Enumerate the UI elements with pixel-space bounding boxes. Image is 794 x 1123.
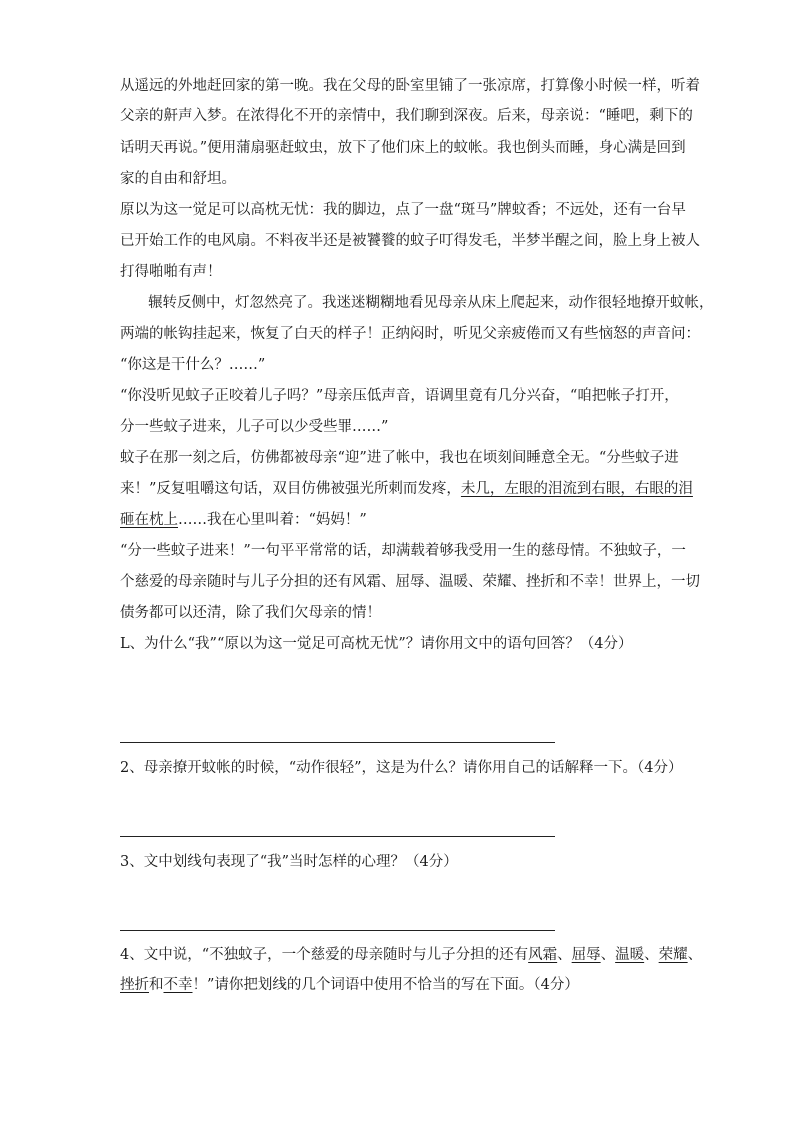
passage-p6-line3 [120,509,367,531]
question-4-line1 [120,944,702,966]
question-3: 3、文中划线句表现了“我”当时怎样的心理？（4分） [120,854,458,870]
passage-p1-line4: 家的自由和舒坦。 [120,171,236,187]
passage-p1-line1: 从遥远的外地赶回家的第一晚。我在父母的卧室里铺了一张凉席，打算像小时候一样，听着 [120,78,700,94]
underlined-word-fengshuang: 风霜 [528,947,558,963]
separator: 和 [149,977,164,993]
question-2: 2、母亲撩开蚊帐的时候，“动作很轻”，这是为什么？请你用自己的话解释一下。（4分） [120,760,683,776]
question-4-text: 4、文中说，“不独蚊子，一个慈爱的母亲随时与儿子分担的还有 [120,947,529,963]
answer-line-2[interactable] [120,836,555,837]
passage-p6-line3-plain: ……我在心里叫着：“妈妈！” [178,512,367,528]
passage-p5-line1: “你没听见蚊子正咬着儿子吗？”母亲压低声音，语调里竟有几分兴奋，“咱把帐子打开， [120,388,679,404]
passage-p4: “你这是干什么？……” [120,357,266,373]
separator: 、 [600,947,616,963]
passage-p3-line2: 两端的帐钩挂起来，恢复了白天的样子！正纳闷时，听见父亲疲倦而又有些恼怒的声音问： [120,326,700,342]
underlined-word-buxing: 不幸 [163,977,193,993]
passage-p2-line2: 已开始工作的电风扇。不料夜半还是被饕餮的蚊子叮得发毛，半梦半醒之间，脸上身上被人 [120,233,700,249]
passage-p2-line3: 打得啪啪有声！ [120,264,222,280]
passage-p7-line1: “分一些蚊子进来！”一句平平常常的话，却满载着够我受用一生的慈母情。不独蚊子，一 [120,543,686,559]
underlined-word-quru: 屈辱 [571,947,601,963]
answer-line-3[interactable] [120,930,555,931]
passage-p6-line2 [120,478,693,500]
underlined-word-rongyao: 荣耀 [658,947,688,963]
passage-p1-line2: 父亲的鼾声入梦。在浓得化不开的亲情中，我们聊到深夜。后来，母亲说：“睡吧，剩下的 [120,108,693,124]
question-4-line2 [120,974,579,996]
underlined-sentence-part2: 砸在枕上 [120,512,178,528]
answer-line-1[interactable] [120,742,555,743]
passage-p7-line3: 债务都可以还清，除了我们欠母亲的情！ [120,605,381,621]
passage-p2-line1: 原以为这一觉足可以高枕无忧：我的脚边，点了一盘“斑马”牌蚊香；不远处，还有一台早 [120,202,686,218]
separator: 、 [557,947,572,963]
passage-p3-line1: 辗转反侧中，灯忽然亮了。我迷迷糊糊地看见母亲从床上爬起来，动作很轻地撩开蚊帐， [148,295,714,311]
separator: 、 [687,947,703,963]
separator: 、 [644,947,659,963]
underlined-sentence-part1: 未几，左眼的泪流到右眼，右眼的泪 [460,481,693,497]
passage-p5-line2: 分一些蚊子进来，儿子可以少受些罪……” [120,419,389,435]
underlined-word-cuozhe: 挫折 [120,977,149,993]
passage-p6-line2-plain: 来！”反复咀嚼这句话，双目仿佛被强光所刺而发疼， [120,481,461,497]
question-1: L、为什么“我”“原以为这一觉足可高枕无忧”？请你用文中的语句回答？（4分） [120,636,633,652]
question-4-instruction: ！”请你把划线的几个词语中使用不恰当的写在下面。（4分） [192,977,579,993]
passage-p1-line3: 话明天再说。”便用蒲扇驱赶蚊虫，放下了他们床上的蚊帐。我也倒头而睡，身心满是回到 [120,140,686,156]
passage-p6-line1: 蚊子在那一刻之后，仿佛都被母亲“迎”进了帐中，我也在顷刻间睡意全无。“分些蚊子进 [120,450,679,466]
passage-p7-line2: 个慈爱的母亲随时与儿子分担的还有风霜、屈辱、温暖、荣耀、挫折和不幸！世界上，一切 [120,574,700,590]
underlined-word-wennuan: 温暖 [615,947,645,963]
